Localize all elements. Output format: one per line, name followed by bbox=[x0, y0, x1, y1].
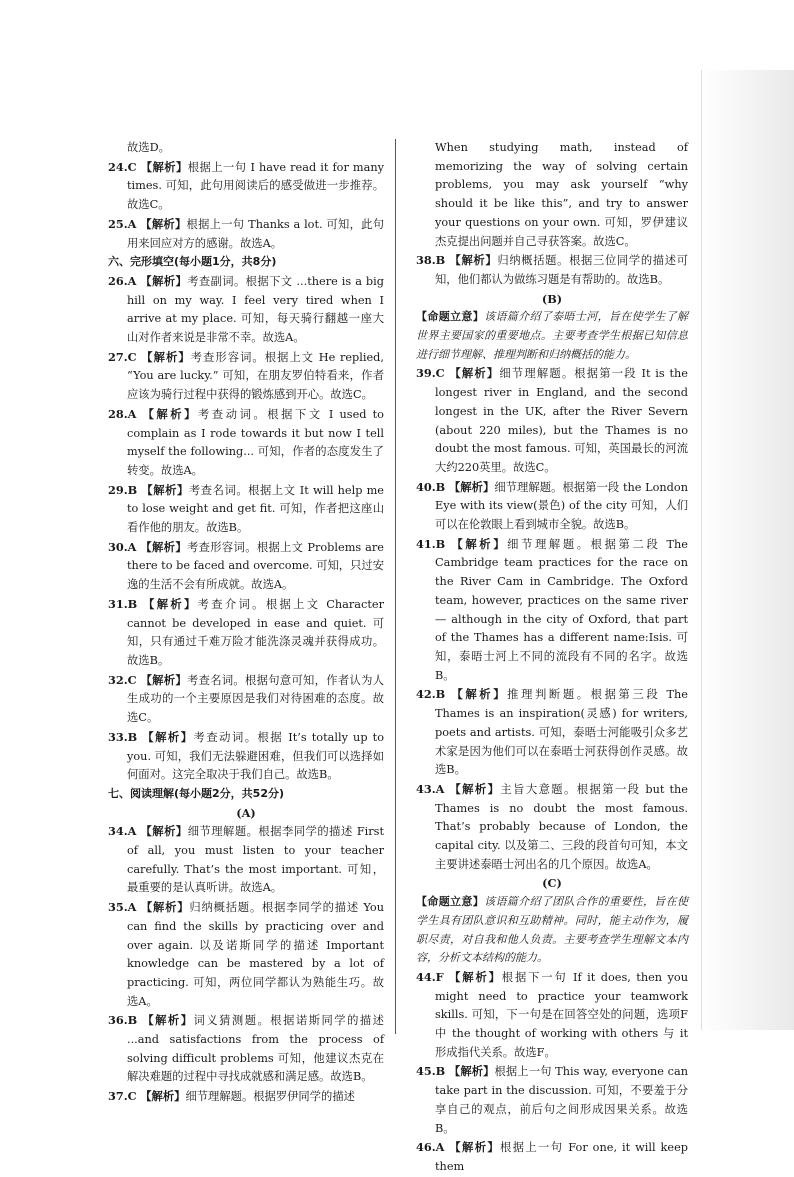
answer-42: 42.B 【解析】推理判断题。根据第三段 The Thames is an inspiration(灵感) for writers, poets and artists. 可知，泰晤士河能吸引众多艺术家是因为他们可以在泰晤士河获得创作灵感。故选B。 bbox=[416, 687, 688, 777]
answer-28: 28.A 【解析】考查动词。根据下文 I used to complain as I rode towards it but now I tell myself the following... 可知，作者的态度发生了转变。故选A。 bbox=[108, 406, 384, 477]
intro-line: 故选D。 bbox=[127, 141, 170, 154]
answer-43: 43.A 【解析】主旨大意题。根据第一段 but the Thames is no doubt the most famous. That’s probably because of London, the capital city. 以及第二、三段的段首句可知，本文主要讲述泰晤士河出名的几个原因。故选A。 bbox=[416, 781, 688, 871]
passage-label-b: (B) bbox=[541, 291, 563, 306]
answer-45: 45.B 【解析】根据上一句 This way, everyone can take part in the discussion. 可知，不要羞于分享自己的观点，前后句之间形成因果关系。故选B。 bbox=[416, 1064, 688, 1135]
answer-34: 34.A 【解析】细节理解题。根据李同学的描述 First of all, you must listen to your teacher carefully. That’s the most important. 可知，最重要的是认真听讲。故选A。 bbox=[108, 824, 385, 895]
page-gutter-shadow bbox=[702, 70, 794, 1030]
answer-33: 33.B 【解析】考查动词。根据 It’s totally up to you. 可知，我们无法躲避困难，但我们可以选择如何面对。这完全取决于我们自己。故选B。 bbox=[108, 729, 385, 782]
answer-39: 39.C 【解析】细节理解题。根据第一段 It is the longest river in England, and the second longest in the UK, after the River Severn (about 220 miles), but the Thames is no doubt the most famous. 可知，英国最长的河流大约220英里。故选C。 bbox=[416, 366, 688, 474]
page-edge bbox=[701, 70, 702, 1030]
answer-37-continued: When studying math, instead of memorizing the way of solving certain problems, you may ask yourself “why should it be like this”, and try to answer your questions on your own. 可知，罗伊建议杰克提出问题并自己寻获答案。故选C。 bbox=[435, 141, 688, 248]
answer-32: 32.C 【解析】考查名词。根据句意可知，作者认为人生成功的一个主要原因是我们对待困难的态度。故选C。 bbox=[108, 672, 384, 725]
answer-37: 37.C 【解析】细节理解题。根据罗伊同学的描述 bbox=[108, 1089, 355, 1104]
right-column bbox=[416, 139, 688, 1177]
passage-label-c: (C) bbox=[542, 876, 562, 891]
answer-27: 27.C 【解析】考查形容词。根据上文 He replied, “You are lucky.” 可知，在朋友罗伯特看来，作者应该为骑行过程中获得的锻炼感到开心。故选C。 bbox=[108, 349, 384, 402]
answer-36: 36.B 【解析】词义猜测题。根据诺斯同学的描述 ...and satisfactions from the process of solving difficult problems 可知，他建议杰克在解决难题的过程中寻找成就感和满足感。故选B。 bbox=[108, 1013, 384, 1084]
answer-31: 31.B 【解析】考查介词。根据上文 Character cannot be developed in ease and quiet. 可知，只有通过千难万险才能洗涤灵魂并获得成功。故选B。 bbox=[108, 596, 384, 667]
topic-note-c: 【命题立意】该语篇介绍了团队合作的重要性，旨在使学生具有团队意识和互助精神。同时，能主动作为，履职尽责，对自我和他人负责。主要考查学生理解文本内容，分析文本结构的能力。 bbox=[416, 895, 689, 965]
answer-25: 25.A 【解析】根据上一句 Thanks a lot. 可知，此句用来回应对方的感谢。故选A。 bbox=[108, 216, 384, 250]
left-column bbox=[108, 139, 384, 1107]
section-heading-reading: 七、阅读理解(每小题2分，共52分) bbox=[108, 786, 285, 800]
answer-30: 30.A 【解析】考查形容词。根据上文 Problems are there to be faced and overcome. 可知，只过安逸的生活不会有所成就。故选A。 bbox=[108, 539, 384, 592]
answer-40: 40.B 【解析】细节理解题。根据第一段 the London Eye with its view(景色) of the city 可知，人们可以在伦敦眼上看到城市全貌。故选B。 bbox=[416, 479, 688, 532]
answer-26: 26.A 【解析】考查副词。根据下文 ...there is a big hill on my way. I feel very tired when I arrive at my place. 可知，每天骑行翻越一座大山对作者来说是非常不幸。故选A。 bbox=[108, 273, 384, 345]
answer-38: 38.B 【解析】归纳概括题。根据三位同学的描述可知，他们都认为做练习题是有帮助的。故选B。 bbox=[416, 253, 688, 286]
answer-24: 24.C 【解析】根据上一句 I have read it for many times. 可知，此句用阅读后的感受做进一步推荐。故选C。 bbox=[108, 159, 384, 212]
answer-29: 29.B 【解析】考查名词。根据上文 It will help me to lose weight and get fit. 可知，作者把这座山看作他的朋友。故选B。 bbox=[108, 482, 384, 535]
answer-35: 35.A 【解析】归纳概括题。根据李同学的描述 You can find the skills by practicing over and over again. 以及诺斯同学的描述 Important knowledge can be mastered by a lot of practicing. 可知，两位同学都认为熟能生巧。故选A。 bbox=[108, 900, 384, 1008]
answer-41: 41.B 【解析】细节理解题。根据第二段 The Cambridge team practices for the race on the River Cam in Cambridge. The Oxford team, however, practices on the same river — although in the city of Oxford, that part of the Thames has a different name:Isis. 可知，泰晤士河上不同的流段有不同的名字。故选B。 bbox=[416, 536, 688, 682]
answer-44: 44.F 【解析】根据下一句 If it does, then you might need to practice your teamwork skills. 可知，下一句是在回答空处的问题，选项F中 the thought of working with others 与 it 形成指代关系。故选F。 bbox=[416, 969, 688, 1059]
answer-46: 46.A 【解析】根据上一句 For one, it will keep them bbox=[416, 1140, 689, 1173]
section-heading-cloze: 六、完形填空(每小题1分，共8分) bbox=[108, 255, 277, 269]
topic-note-b: 【命题立意】该语篇介绍了泰晤士河，旨在使学生了解世界主要国家的重要地点。主要考查学生根据已知信息进行细节理解、推理判断和归纳概括的能力。 bbox=[416, 310, 689, 361]
column-divider bbox=[395, 139, 396, 1034]
passage-label-a: (A) bbox=[236, 805, 256, 820]
